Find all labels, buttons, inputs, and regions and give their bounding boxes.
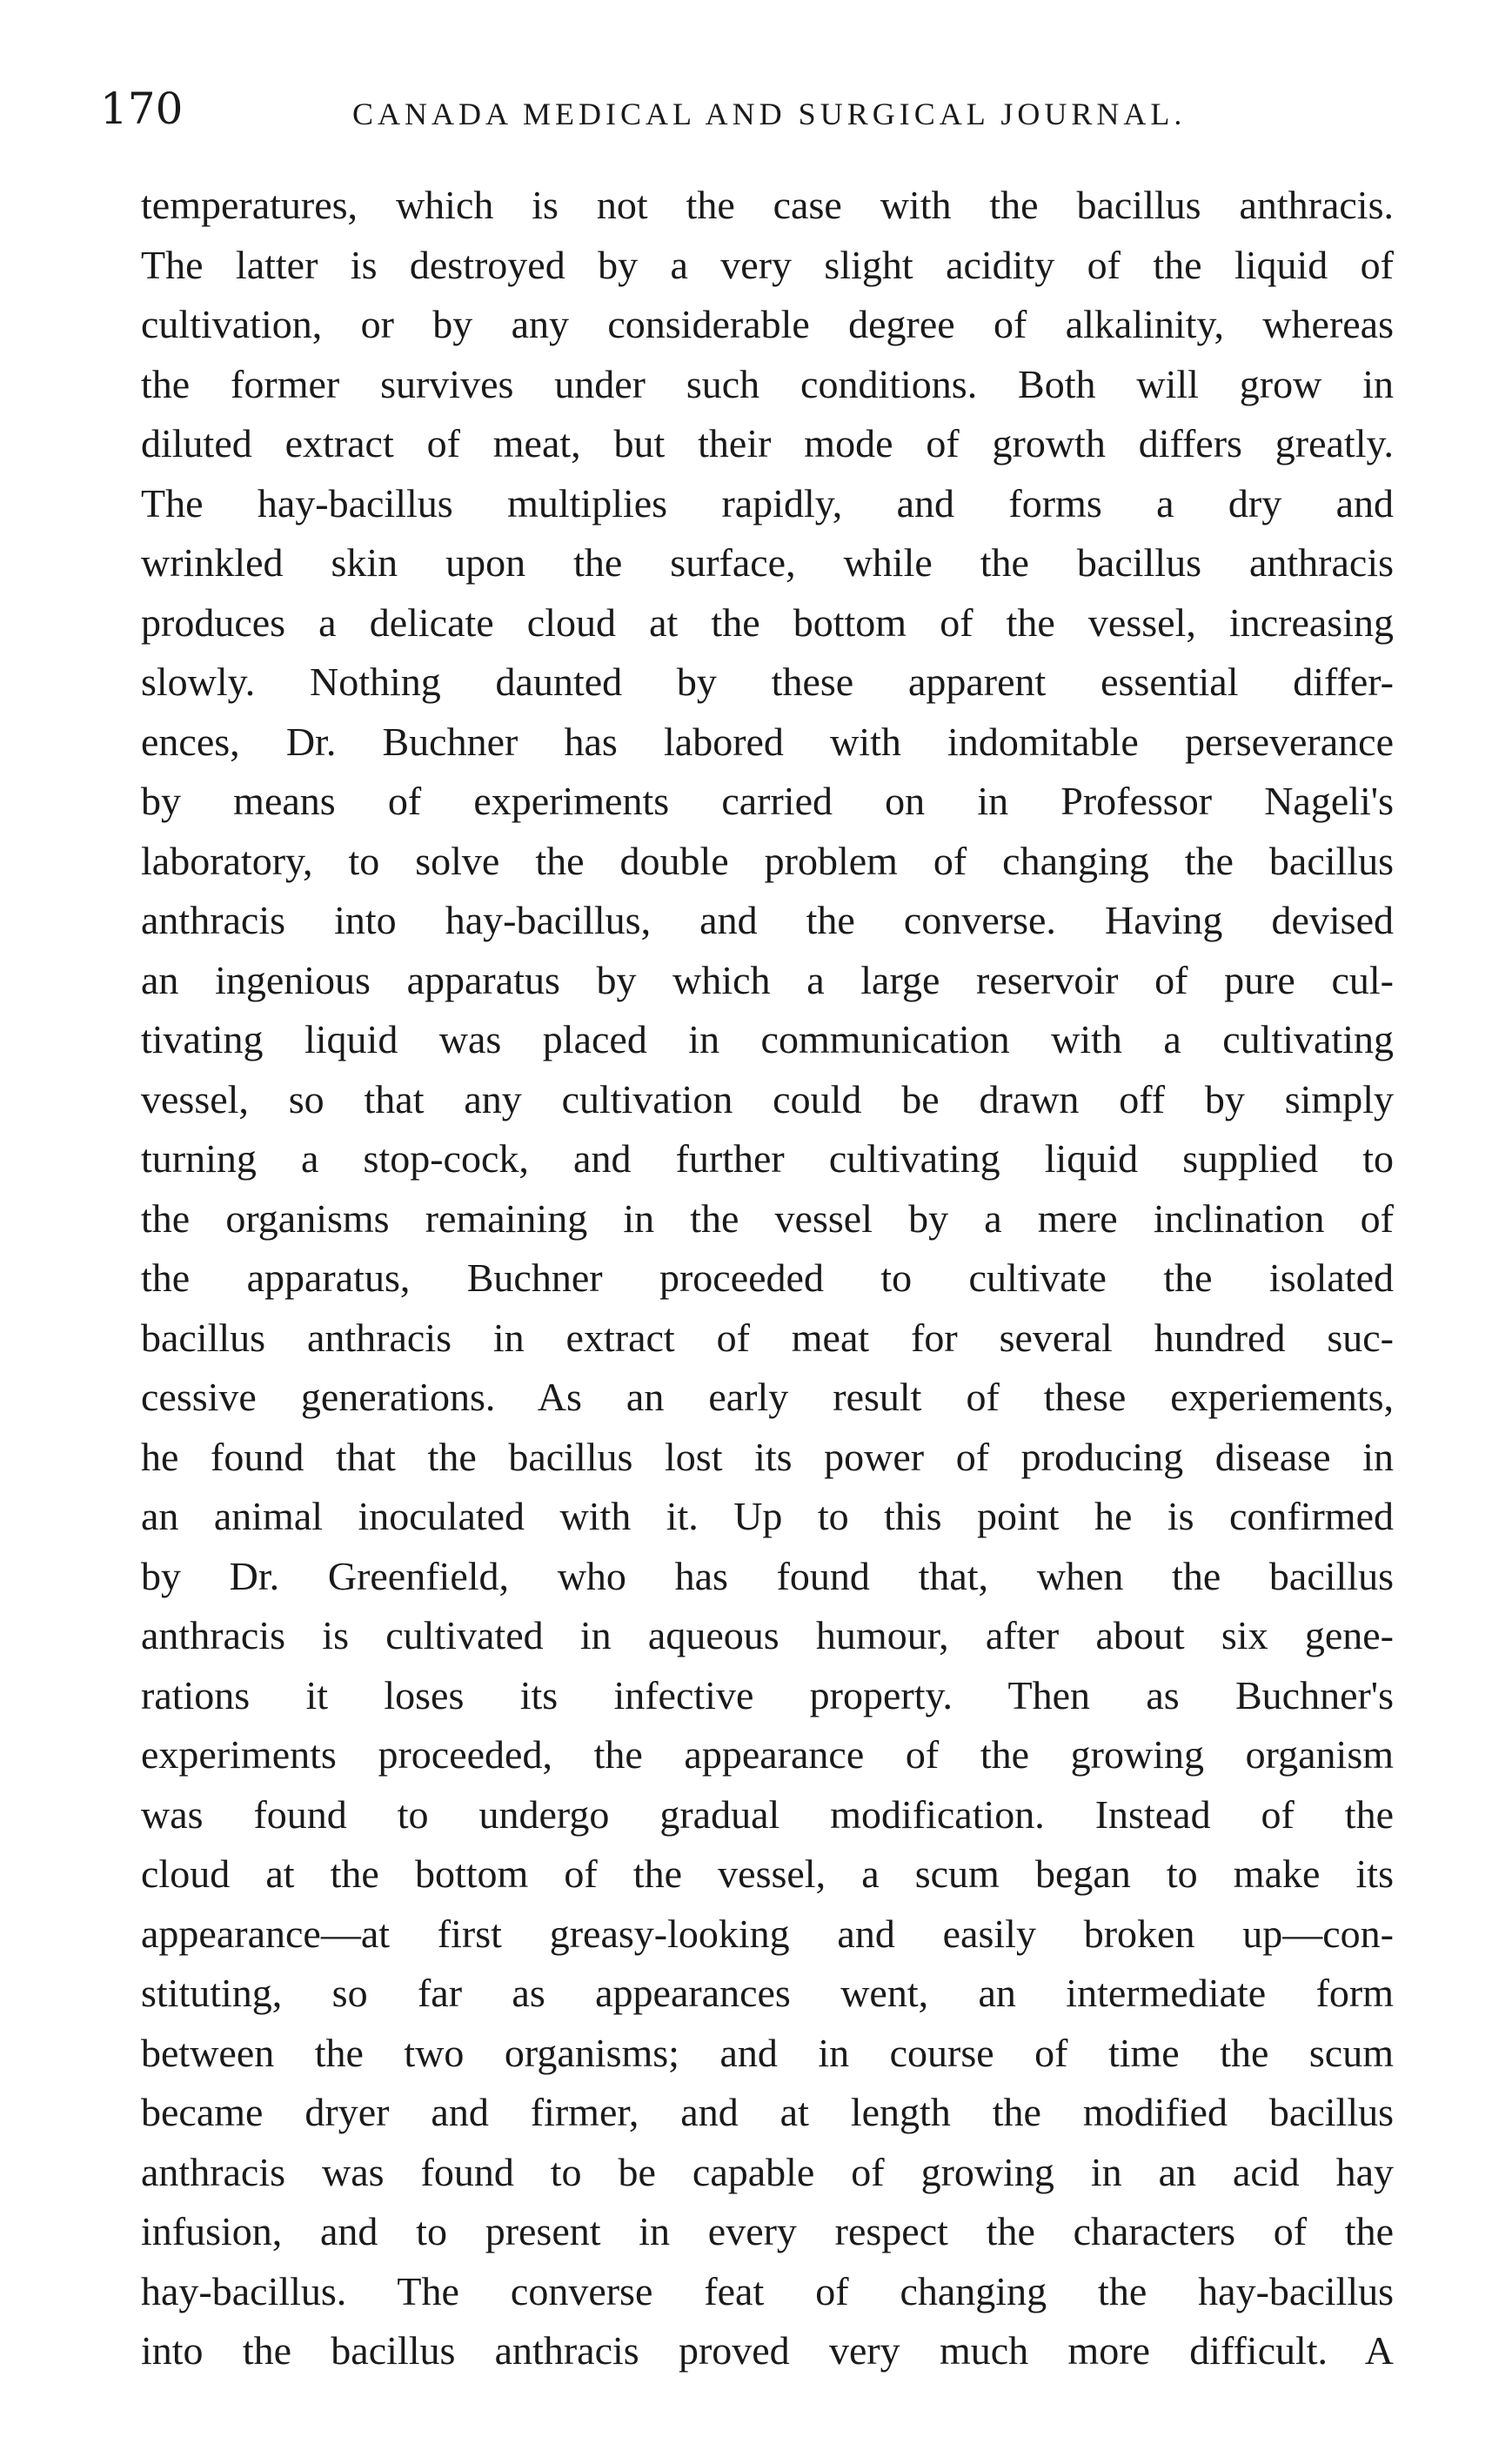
running-head [100, 78, 1396, 139]
text-line: between the two organisms; and in course of time the scum [141, 2030, 1394, 2075]
text-line: the former survives under such conditions. Both will grow in [141, 361, 1394, 406]
text-line: The latter is destroyed by a very slight acidity of the liquid of [141, 242, 1394, 287]
text-line: stituting, so far as appearances went, an intermediate form [141, 1971, 1394, 2015]
text-line: by Dr. Greenfield, who has found that, when the bacillus [141, 1553, 1394, 1598]
text-line: cessive generations. As an early result of these experiements, [141, 1375, 1394, 1419]
text-line: anthracis into hay-bacillus, and the converse. Having devised [141, 898, 1394, 942]
text-line: cultivation, or by any considerable degree of alkalinity, whereas [141, 302, 1394, 346]
text-line: rations it loses its infective property. Then as Buchner's [141, 1672, 1394, 1717]
text-line: turning a stop-cock, and further cultivating liquid supplied to [141, 1136, 1394, 1181]
text-line: hay-bacillus. The converse feat of changing the hay-bacillus [141, 2268, 1394, 2313]
text-line: into the bacillus anthracis proved very much more difficult. A [141, 2328, 1394, 2373]
text-line: wrinkled skin upon the surface, while the bacillus anthracis [141, 540, 1394, 585]
text-line: experiments proceeded, the appearance of the growing organism [141, 1732, 1394, 1777]
text-line: laboratory, to solve the double problem of changing the bacillus [141, 838, 1394, 883]
text-line: cloud at the bottom of the vessel, a scum began to make its [141, 1851, 1394, 1896]
text-line: became dryer and firmer, and at length the modified bacillus [141, 2090, 1394, 2134]
text-line: anthracis was found to be capable of growing in an acid hay [141, 2149, 1394, 2194]
text-line: tivating liquid was placed in communication with a cultivating [141, 1017, 1394, 1061]
journal-title: CANADA MEDICAL AND SURGICAL JOURNAL. [352, 97, 1187, 131]
text-line: the organisms remaining in the vessel by a mere inclination of [141, 1195, 1394, 1241]
text-line: temperatures, which is not the case with the bacillus anthracis. [141, 183, 1394, 227]
text-line: vessel, so that any cultivation could be drawn off by simply [141, 1076, 1394, 1121]
text-line: produces a delicate cloud at the bottom of the vessel, increasing [141, 599, 1394, 645]
text-line: slowly. Nothing daunted by these apparent essential differ- [141, 659, 1394, 704]
page-number: 170 [100, 84, 184, 134]
text-line: bacillus anthracis in extract of meat for several hundred suc- [141, 1315, 1394, 1360]
text-line: an ingenious apparatus by which a large reservoir of pure cul- [141, 957, 1394, 1002]
text-line: appearance—at first greasy-looking and easily broken up—con- [141, 1911, 1394, 1956]
text-line: he found that the bacillus lost its power of producing disease in [141, 1434, 1394, 1479]
text-line: anthracis is cultivated in aqueous humour, after about six gene- [141, 1613, 1394, 1657]
text-line: an animal inoculated with it. Up to this point he is confirmed [141, 1494, 1394, 1538]
article-body [141, 176, 1394, 2381]
text-line: The hay-bacillus multiplies rapidly, and forms a dry and [141, 480, 1394, 526]
text-line: ences, Dr. Buchner has labored with indomitable perseverance [141, 719, 1394, 764]
text-line: by means of experiments carried on in Professor Nageli's [141, 779, 1394, 823]
text-line: the apparatus, Buchner proceeded to cultivate the isolated [141, 1255, 1394, 1300]
text-line: diluted extract of meat, but their mode of growth differs greatly. [141, 421, 1394, 465]
text-line: was found to undergo gradual modification. Instead of the [141, 1791, 1394, 1837]
text-line: infusion, and to present in every respect the characters of the [141, 2209, 1394, 2253]
